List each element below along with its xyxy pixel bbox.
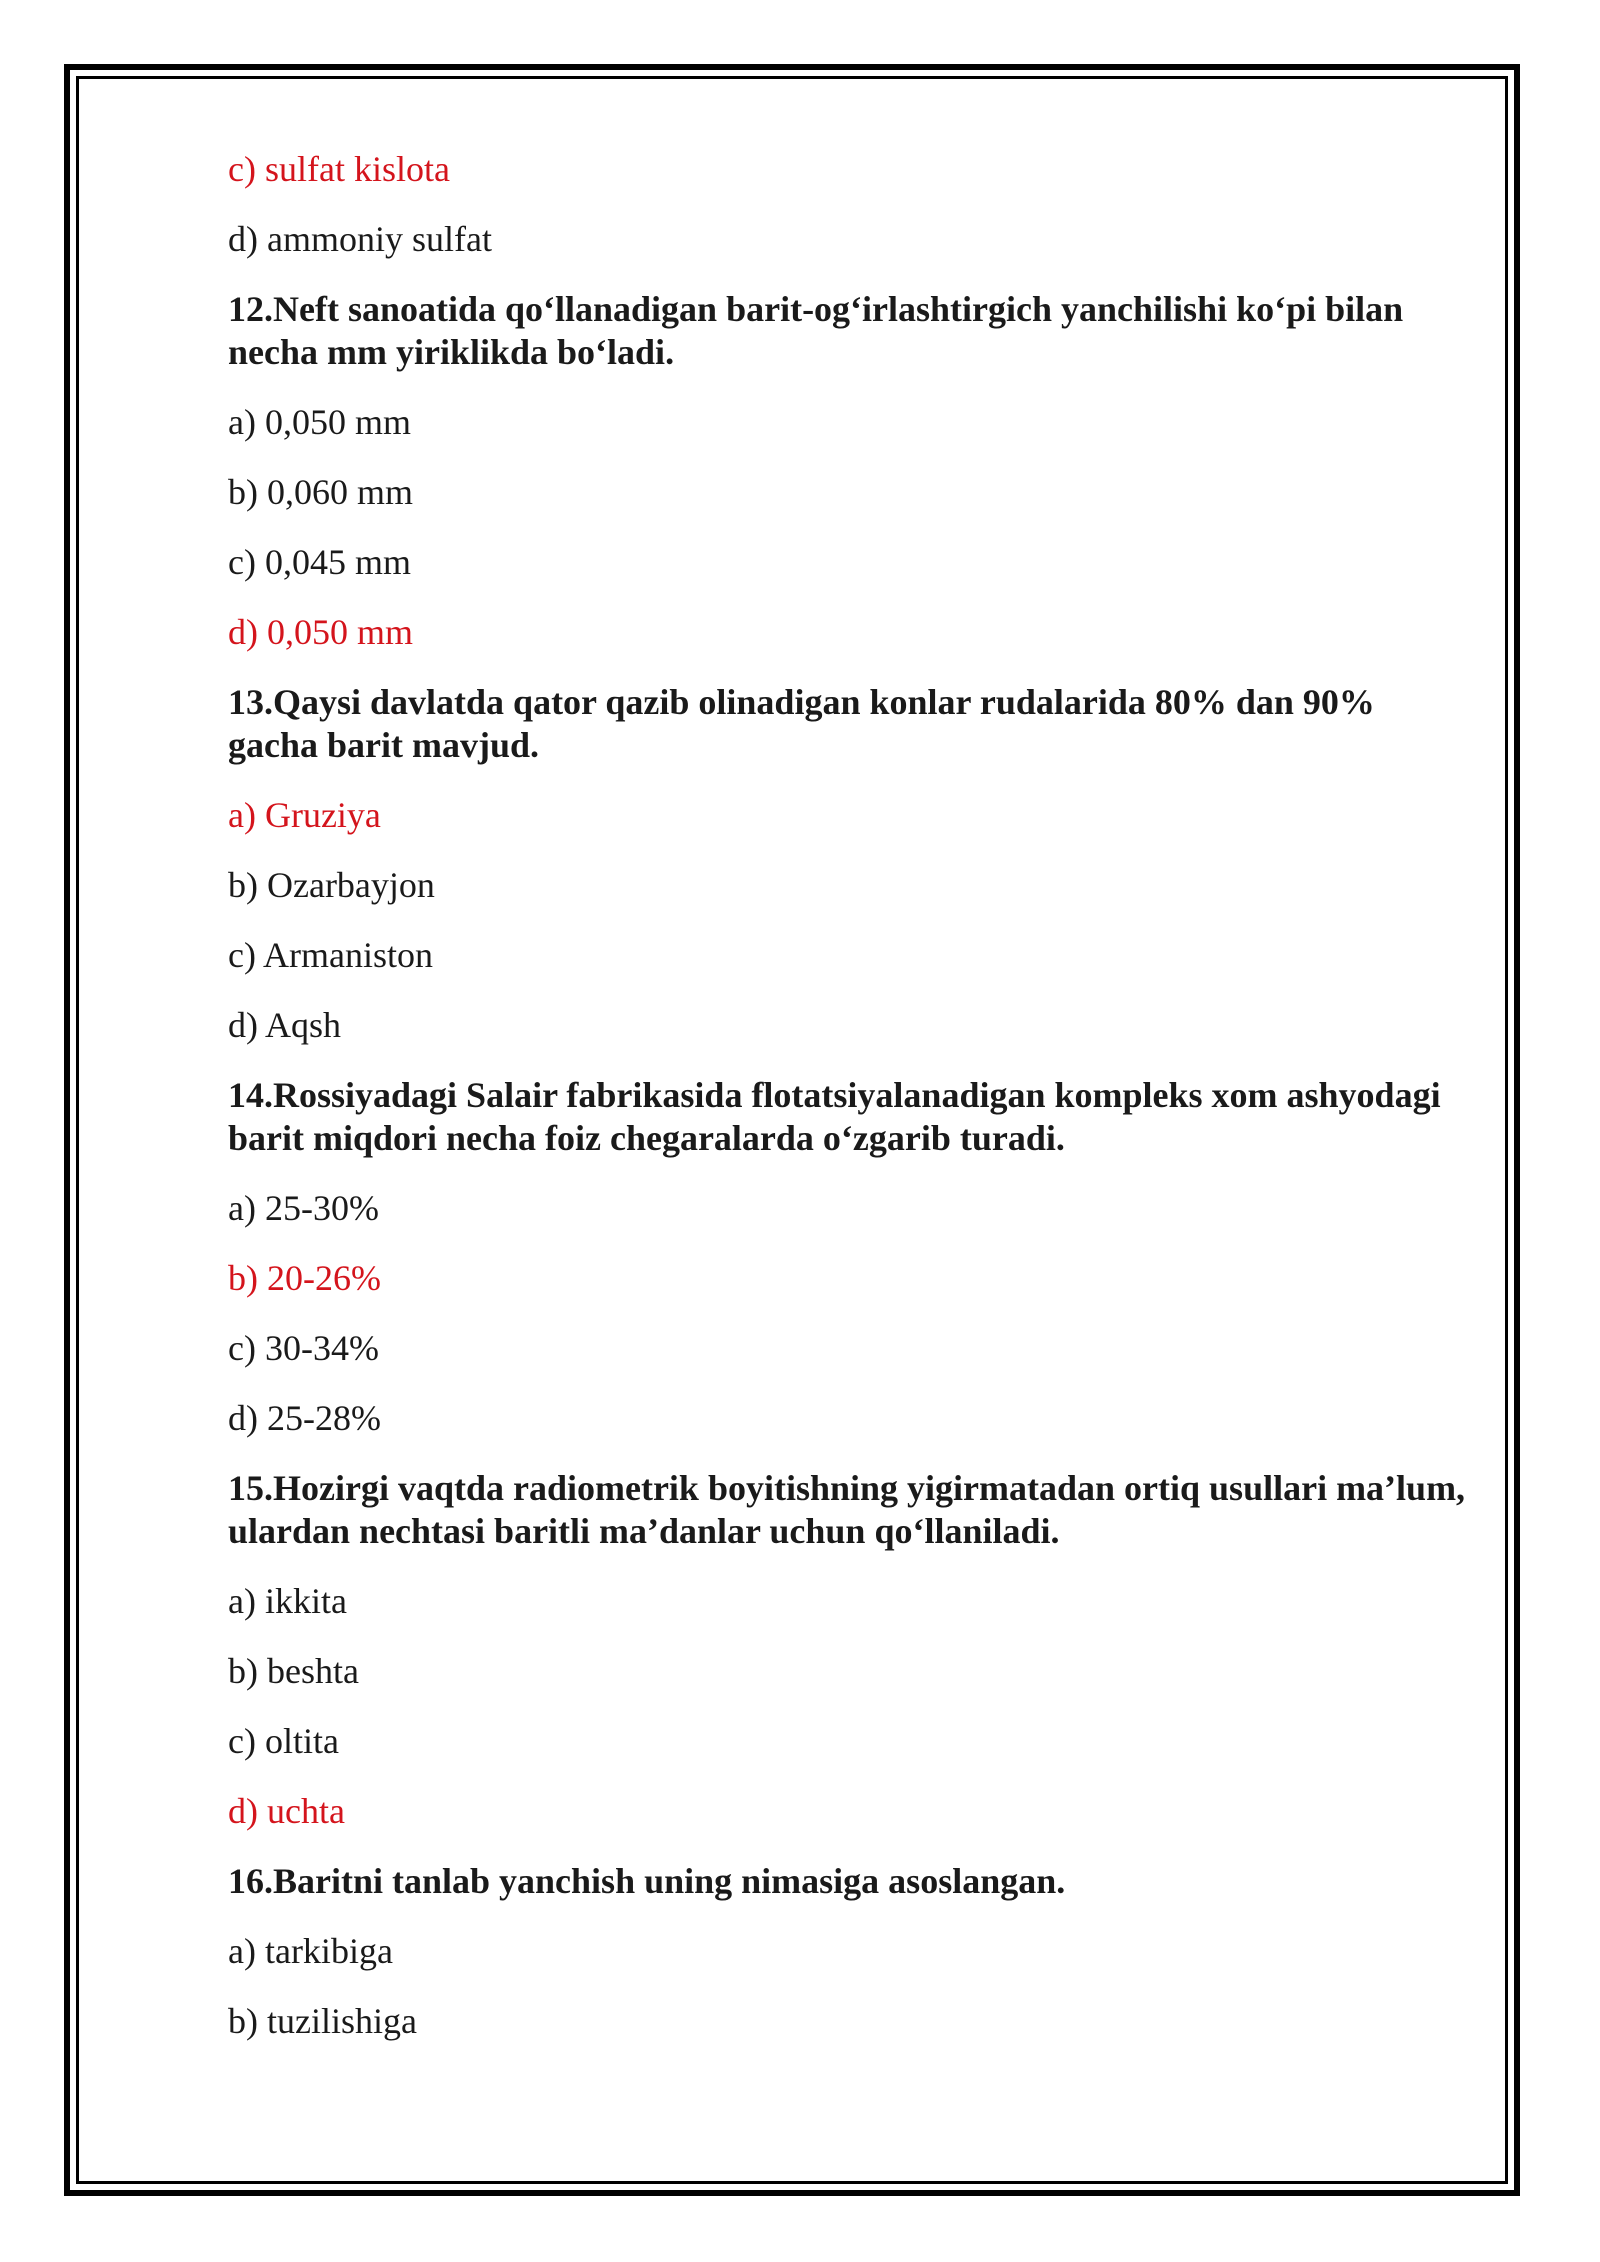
answer-option: a) ikkita	[228, 1581, 347, 1621]
question-16: 16.Baritni tanlab yanchish uning nimasiga asoslangan.	[228, 1861, 1066, 1901]
answer-option: d) 25-28%	[228, 1398, 381, 1438]
answer-option: a) tarkibiga	[228, 1931, 393, 1971]
answer-option: c) 0,045 mm	[228, 542, 411, 582]
answer-option: c) 30-34%	[228, 1328, 379, 1368]
answer-option: b) Ozarbayjon	[228, 865, 435, 905]
answer-option: c) Armaniston	[228, 935, 433, 975]
answer-option: a) 0,050 mm	[228, 402, 411, 442]
correct-answer-option: b) 20-26%	[228, 1258, 381, 1298]
answer-option: b) 0,060 mm	[228, 472, 413, 512]
answer-option: b) tuzilishiga	[228, 2001, 417, 2041]
answer-option: c) oltita	[228, 1721, 339, 1761]
question-14: 14.Rossiyadagi Salair fabrikasida flotatsiyalanadigan kompleks xom ashyodagi barit miqdori necha foiz chegaralarda o‘zgarib turadi.	[228, 1075, 1441, 1158]
correct-answer-option: a) Gruziya	[228, 795, 381, 835]
question-13: 13.Qaysi davlatda qator qazib olinadigan konlar rudalarida 80% dan 90% gacha barit mavjud.	[228, 682, 1375, 765]
answer-option: b) beshta	[228, 1651, 359, 1691]
correct-answer-option: c) sulfat kislota	[228, 149, 450, 189]
correct-answer-option: d) uchta	[228, 1791, 345, 1831]
question-15: 15.Hozirgi vaqtda radiometrik boyitishning yigirmatadan ortiq usullari ma’lum, ulardan nechtasi baritli ma’danlar uchun qo‘llaniladi.	[228, 1468, 1466, 1551]
answer-option: d) Aqsh	[228, 1005, 342, 1045]
question-12: 12.Neft sanoatida qo‘llanadigan barit-og‘irlashtirgich yanchilishi ko‘pi bilan necha mm yiriklikda bo‘ladi.	[228, 289, 1404, 372]
answer-option: d) ammoniy sulfat	[228, 219, 492, 259]
answer-option: a) 25-30%	[228, 1188, 379, 1228]
quiz-content	[228, 148, 1468, 2070]
correct-answer-option: d) 0,050 mm	[228, 612, 413, 652]
